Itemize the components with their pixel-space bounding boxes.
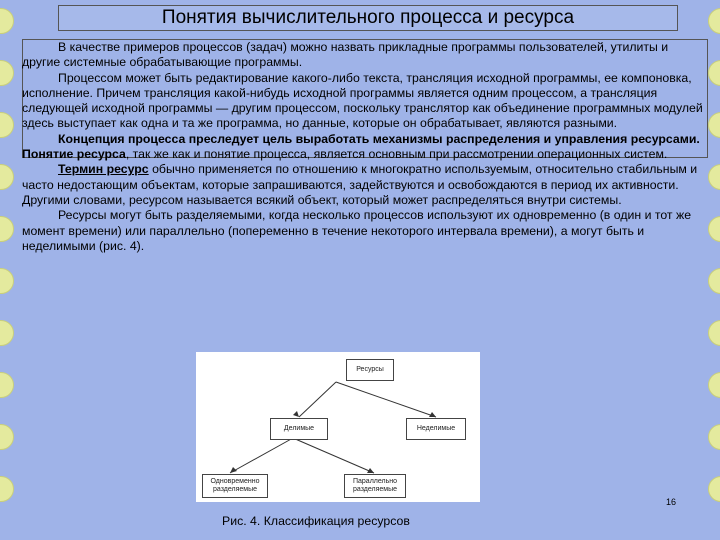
arrowhead [293, 411, 299, 417]
decor-circle [0, 8, 14, 34]
decor-circle [0, 164, 14, 190]
right-decor-circles [708, 0, 720, 540]
edge-root-right [336, 382, 436, 417]
paragraph-3-bold: Концепция процесса преследует цель выработать механизмы распределения и управления ресурсами. Понятие ресурса [22, 131, 700, 162]
decor-circle [0, 60, 14, 86]
edge-root-left [299, 382, 336, 417]
node-divisible: Делимые [270, 418, 328, 440]
left-decor-circles [0, 0, 12, 540]
paragraph-4-rest: обычно применяется по отношению к многократно используемым, относительно стабильным и часто недостающим объектам, которые запрашиваются, задействуются и освобождаются в период их активности. Другими словами, ресурсом называется всякий объект, который может распределяться внутри системы. [22, 162, 698, 207]
paragraph-2: Процессом может быть редактирование какого-либо текста, трансляция исходной программы, ее компоновка, исполнение. Причем трансляция какой-нибудь исходной программы является одним процессом, а трансляция следующей исходной программы — другим процессом, поскольку транслятор как объединение программных модулей здесь выступает как одна и та же программа, но данные, которые он обрабатывает, являются разными. [22, 70, 703, 131]
decor-circle [0, 476, 14, 502]
paragraph-1: В качестве примеров процессов (задач) можно назвать прикладные программы пользователей, утилиты и другие системные обрабатывающие программы. [22, 40, 669, 70]
edge-left-leaf2 [293, 438, 374, 473]
node-resources: Ресурсы [346, 359, 394, 381]
decor-circle [0, 268, 14, 294]
decor-circle [708, 372, 720, 398]
arrowhead [230, 467, 237, 473]
slide-body [22, 40, 705, 254]
resource-classification-diagram [196, 352, 480, 502]
decor-circle [0, 112, 14, 138]
node-indivisible: Неделимые [406, 418, 466, 440]
decor-circle [708, 268, 720, 294]
node-simultaneously-shared: Одновременно разделяемые [202, 474, 268, 498]
paragraph-3 [22, 132, 705, 163]
term-resource: Термин ресурс [58, 162, 149, 177]
decor-circle [708, 476, 720, 502]
slide-title: Понятия вычислительного процесса и ресурса [58, 5, 678, 31]
decor-circle [0, 320, 14, 346]
edge-left-leaf1 [230, 438, 293, 473]
decor-circle [708, 60, 720, 86]
decor-circle [0, 372, 14, 398]
decor-circle [0, 216, 14, 242]
decor-circle [0, 424, 14, 450]
decor-circle [708, 112, 720, 138]
decor-circle [708, 216, 720, 242]
paragraph-3-rest: , так же как и понятие процесса, является основным при рассмотрении операционных систем. [125, 147, 668, 162]
figure-caption: Рис. 4. Классификация ресурсов [222, 514, 410, 528]
decor-circle [708, 164, 720, 190]
decor-circle [708, 8, 720, 34]
page-number: 16 [666, 497, 677, 507]
paragraph-5: Ресурсы могут быть разделяемыми, когда несколько процессов используют их одновременно (в один и тот же момент времени) или параллельно (попеременно в течение некоторого интервала времени), а могут быть и неделимыми (рис. 4). [22, 208, 692, 253]
node-parallel-shared: Параллельно разделяемые [344, 474, 406, 498]
decor-circle [708, 320, 720, 346]
decor-circle [708, 424, 720, 450]
paragraph-4 [22, 162, 705, 208]
